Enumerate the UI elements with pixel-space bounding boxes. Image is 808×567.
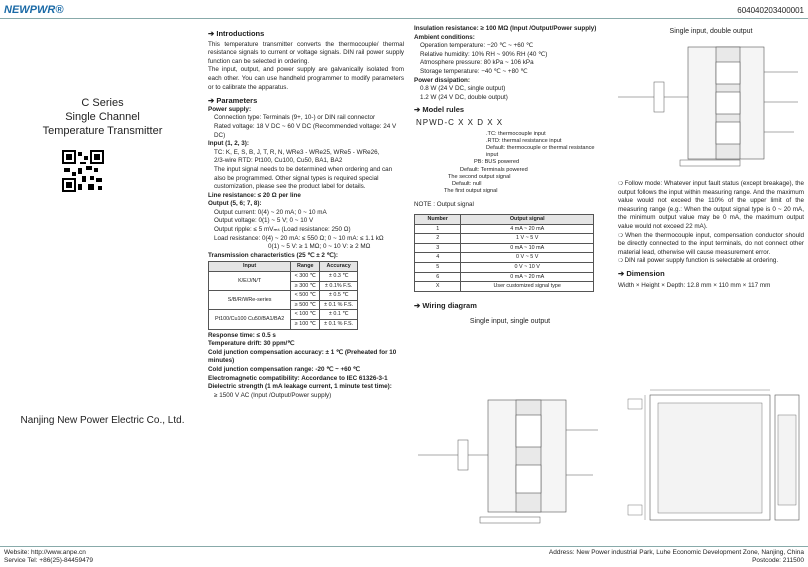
dimension-drawing — [620, 385, 804, 540]
table-row — [209, 272, 358, 282]
address: Address: New Power industrial Park, Luhe Economic Development Zone, Nanjing, China — [548, 549, 804, 556]
intro-paragraph: This temperature transmitter converts the thermocouple/ thermal resistance signals to current or voltage signals. DIN rail power supply function can be selected in ordering. — [208, 40, 404, 65]
table-cell: ± 0.1% F.S. — [320, 281, 358, 291]
header-rule — [0, 18, 808, 19]
model-note: Default: null — [452, 180, 482, 187]
intro-paragraph-2: The input, output, and power supply are galvanically isolated from each other. You can use handheld programmer to modify parameters or to calibrate the apparatus. — [208, 66, 404, 91]
load-resistance: Load resistance: 0(4) ~ 20 mA: ≤ 550 Ω; 0 ~ 10 mA: ≤ 1.1 kΩ — [214, 234, 384, 242]
table-row — [415, 282, 594, 292]
dissipation-item: 1.2 W (24 V DC, double output) — [420, 93, 508, 101]
output-voltage: Output voltage: 0(1) ~ 5 V; 0 ~ 10 V — [214, 217, 314, 225]
table-cell: X — [415, 282, 461, 292]
table-cell: 3 — [415, 243, 461, 253]
emc: Electromagnetic compatibility: Accordance to IEC 61326-3-1 — [208, 374, 388, 382]
title-line: C Series — [81, 97, 124, 109]
table-cell: ≥ 500 ℃ — [291, 300, 320, 310]
load-resistance-2: 0(1) ~ 5 V: ≥ 1 MΩ; 0 ~ 10 V: ≥ 2 MΩ — [268, 243, 371, 251]
input-tc: TC: K, E, S, B, J, T, R, N, WRe3 - WRe25, WRe5 - WRe26, — [214, 148, 380, 156]
model-note: .TC: thermocouple input — [486, 130, 546, 137]
table-cell: 0 mA ~ 20 mA — [461, 272, 594, 282]
table-cell: 5 — [415, 262, 461, 272]
temperature-drift: Temperature drift: 30 ppm/℃ — [208, 340, 295, 348]
table-cell: 4 mA ~ 20 mA — [461, 224, 594, 234]
model-note: PB: BUS powered — [474, 159, 520, 166]
table-header: Accuracy — [320, 262, 358, 272]
power-rated: Rated voltage: 18 V DC ~ 60 V DC (Recommended voltage: 24 V DC) — [214, 122, 397, 139]
model-heading-text: Model rules — [422, 105, 465, 115]
cjc-accuracy: Cold junction compensation accuracy: ± 1 ℃ (Preheated for 10 minutes) — [208, 348, 397, 365]
note-bullet: ❍ Follow mode: Whatever input fault status (except breakage), the output follows the input within measuring range. And the maximum value would not exceed the 110% of the upper limit of the measuring range (e.g.: When the output signal type is 0 ~ 20 mA, the minimum output value may be 0 mA, the maximum output value would not exceed 22 mA). — [618, 180, 804, 232]
input-label: Input (1, 2, 3): — [208, 140, 249, 148]
dissipation-heading: Power dissipation: — [414, 76, 470, 84]
table-header: Range — [291, 262, 320, 272]
ambient-item: Storage temperature: −40 ℃ ~ +80 ℃ — [420, 67, 528, 75]
ambient-item: Atmosphere pressure: 80 kPa ~ 106 kPa — [420, 59, 534, 67]
output-signal-table — [414, 214, 594, 292]
model-note: The second output signal — [448, 173, 511, 180]
model-code: NPWD-C X X D X X — [416, 117, 504, 127]
spec-column-2 — [414, 25, 606, 327]
table-cell: Pt100/Cu100 Cu50/BA1/BA2 — [209, 310, 291, 329]
wiring-diagram-single — [418, 395, 608, 535]
note-bullet: ❍ DIN rail power supply function is selectable at ordering. — [618, 257, 804, 266]
company-name: Nanjing New Power Electric Co., Ltd. — [20, 415, 185, 426]
dielectric: Dielectric strength (1 mA leakage current, 1 minute test time): — [208, 383, 392, 391]
diagram-title-double: Single input, double output — [669, 28, 753, 35]
brand-logo: NEWPWR® — [4, 4, 64, 16]
table-cell: K/E/J/N/T — [209, 272, 291, 291]
table-cell: ± 0.5 ℃ — [320, 291, 358, 301]
table-cell: ± 0.1 % F.S. — [320, 300, 358, 310]
table-cell: S/B/R/WRe-series — [209, 291, 291, 310]
params-heading-text: Parameters — [216, 96, 258, 106]
dimension-text: Width × Height × Depth: 12.8 mm × 110 mm × 117 mm — [618, 281, 771, 289]
table-header: Number — [415, 214, 461, 224]
table-cell: User customized signal type — [461, 282, 594, 292]
notes-column — [618, 180, 804, 290]
table-row — [415, 224, 594, 234]
table-cell: 0 V ~ 5 V — [461, 253, 594, 263]
table-cell: 2 — [415, 234, 461, 244]
output-label: Output (5, 6; 7, 8): — [208, 200, 262, 208]
table-cell: 0 mA ~ 10 mA — [461, 243, 594, 253]
table-row — [415, 234, 594, 244]
power-supply-label: Power supply: — [208, 105, 252, 113]
footer-left — [4, 549, 93, 565]
output-ripple: Output ripple: ≤ 5 mVₘₛ (Load resistance: 250 Ω) — [214, 226, 351, 234]
footer-right — [549, 549, 804, 565]
response-time: Response time: ≤ 0.5 s — [208, 331, 276, 339]
table-cell: ± 0.3 ℃ — [320, 272, 358, 282]
service-tel: Service Tel: +86(25)-84459479 — [4, 557, 93, 564]
transmission-heading: Transmission characteristics (25 ℃ ± 2 ℃): — [208, 251, 338, 259]
output-current: Output current: 0(4) ~ 20 mA; 0 ~ 10 mA — [214, 208, 327, 216]
note-label: NOTE : Output signal — [414, 201, 474, 209]
title-line: Single Channel — [65, 111, 140, 123]
ambient-heading: Ambient conditions: — [414, 33, 475, 41]
dielectric-value: ≥ 1500 V AC (Input /Output/Power supply) — [214, 391, 332, 399]
table-header: Input — [209, 262, 291, 272]
footer-rule — [0, 546, 808, 547]
wiring-heading-text: Wiring diagram — [422, 300, 477, 310]
postcode: Postcode: 211500 — [752, 557, 804, 564]
input-note: The input signal needs to be determined when ordering and can also be programmed. Other signal types is required special customization, please see the product label for details. — [214, 165, 393, 191]
table-cell: ≥ 100 ℃ — [291, 320, 320, 330]
params-heading: ➔ Parameters — [208, 96, 258, 106]
line-resistance: Line resistance: ≤ 20 Ω per line — [208, 191, 301, 199]
table-cell: 4 — [415, 253, 461, 263]
wiring-diagram-double — [618, 42, 804, 172]
model-note: Default: thermocouple or thermal resistance input — [486, 144, 595, 159]
wiring-title: Single input, single output — [469, 318, 551, 326]
website: Website: http://www.anpe.cn — [4, 549, 86, 556]
table-cell: ± 0.1 % F.S. — [320, 320, 358, 330]
table-row — [209, 291, 358, 301]
model-notes — [414, 131, 606, 196]
table-row — [415, 243, 594, 253]
power-connection: Connection type: Terminals (9+, 10-) or DIN rail connector — [214, 114, 376, 122]
table-cell: < 500 ℃ — [291, 291, 320, 301]
table-cell: 6 — [415, 272, 461, 282]
dimension-heading-text: Dimension — [626, 268, 665, 278]
intro-heading-text: Introductions — [216, 29, 265, 38]
input-rtd: 2/3-wire RTD: Pt100, Cu100, Cu50, BA1, BA2 — [214, 157, 343, 165]
table-row — [415, 272, 594, 282]
note-bullet: ❍ When the thermocouple input, compensation conductor should be directly connected to the input terminals, do not connect other material lead, otherwise will cause measurement error. — [618, 232, 804, 258]
product-title — [0, 96, 205, 138]
wiring-heading: ➔ Wiring diagram — [414, 300, 477, 310]
transmission-table — [208, 261, 358, 329]
table-row — [415, 262, 594, 272]
ambient-item: Relative humidity: 10% RH ~ 90% RH (40 ℃) — [420, 50, 548, 58]
model-note: .RTD: thermal resistance input — [486, 137, 562, 144]
title-line: Temperature Transmitter — [42, 125, 163, 137]
model-note: The first output signal — [444, 188, 498, 195]
table-header: Output signal — [461, 214, 594, 224]
qr-code — [62, 150, 104, 192]
table-cell: 1 V ~ 5 V — [461, 234, 594, 244]
dimension-heading: ➔ Dimension — [618, 268, 665, 278]
table-cell: < 100 ℃ — [291, 310, 320, 320]
table-row — [415, 253, 594, 263]
model-heading: ➔ Model rules — [414, 105, 465, 115]
spec-column-1 — [208, 27, 404, 400]
ambient-item: Operation temperature: −20 ℃ ~ +60 ℃ — [420, 42, 534, 50]
insulation: Insulation resistance: ≥ 100 MΩ (Input /Output/Power supply) — [414, 25, 597, 32]
document-number: 604040203400001 — [737, 6, 804, 15]
dissipation-item: 0.8 W (24 V DC, single output) — [420, 85, 506, 93]
table-cell: < 300 ℃ — [291, 272, 320, 282]
cjc-range: Cold junction compensation range: -20 ℃ ~ +60 ℃ — [208, 365, 361, 373]
table-cell: ≥ 300 ℃ — [291, 281, 320, 291]
model-note: Default: Terminals powered — [460, 166, 528, 173]
table-row — [209, 310, 358, 320]
table-cell: 1 — [415, 224, 461, 234]
table-cell: 0 V ~ 10 V — [461, 262, 594, 272]
intro-heading: ➔ Introductions — [208, 29, 265, 38]
table-cell: ± 0.1 ℃ — [320, 310, 358, 320]
